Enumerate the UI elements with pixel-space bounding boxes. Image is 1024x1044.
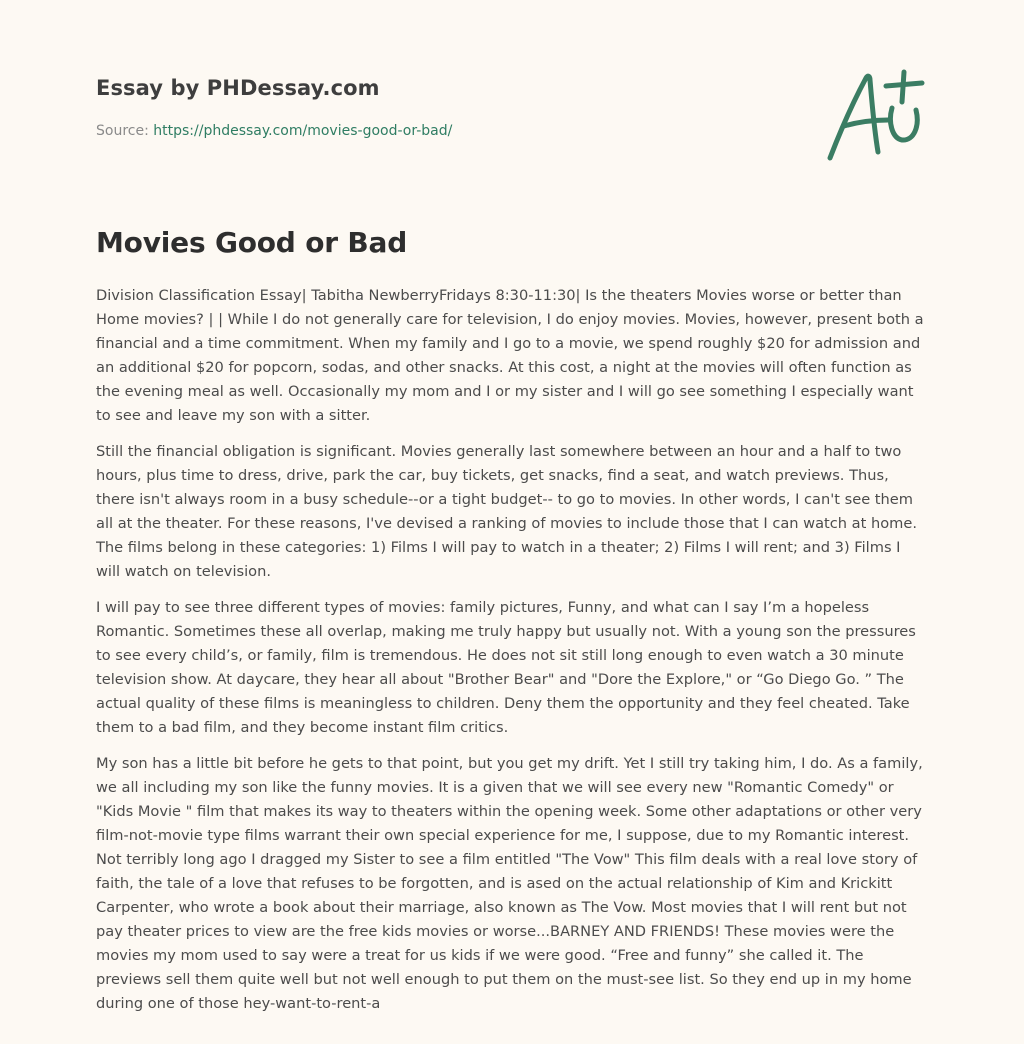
source-link[interactable]: https://phdessay.com/movies-good-or-bad/	[153, 123, 453, 139]
essay-title: Movies Good or Bad	[96, 226, 408, 259]
essay-paragraph-2: Still the financial obligation is significant. Movies generally last somewhere between an hour and a half to two hours, plus time to dress, drive, park the car, buy tickets, get snacks, find a seat, and watch previews. Thus, there isn't always room in a busy schedule--or a tight budget-- to go to movies. In other words, I can't see them all at the theater. For these reasons, I've devised a ranking of movies to include those that I can watch at home. The films belong in these categories: 1) Films I will pay to watch in a theater; 2) Films I will rent; and 3) Films I will watch on television.	[96, 443, 917, 580]
essay-body	[96, 284, 928, 1034]
source-line	[96, 123, 452, 139]
essay-paragraph-4: My son has a little bit before he gets to that point, but you get my drift. Yet I still try taking him, I do. As a family, we all including my son like the funny movies. It is a given that we will see every new "Romantic Comedy" or "Kids Movie " film that makes its way to theaters within the opening week. Some other adaptations or other very film-not-movie type films warrant their own special experience for me, I suppose, due to my Romantic interest. Not terribly long ago I dragged my Sister to see a film entitled "The Vow" This film deals with a real love story of faith, the tale of a love that refuses to be forgotten, and is ased on the actual relationship of Kim and Krickitt Carpenter, who wrote a book about their marriage, also known as The Vow. Most movies that I will rent but not pay theater prices to view are the free kids movies or worse...BARNEY AND FRIENDS! These movies were the movies my mom used to say were a treat for us kids if we were good. “Free and funny” she called it. The previews sell them quite well but not well enough to put them on the must-see list. So they end up in my home during one of those hey-want-to-rent-a	[96, 755, 923, 1012]
a-plus-grade-icon	[822, 64, 930, 168]
essay-paragraph-1: Division Classification Essay| Tabitha NewberryFridays 8:30-11:30| Is the theaters Movies worse or better than Home movies? | | While I do not generally care for television, I do enjoy movies. Movies, however, present both a financial and a time commitment. When my family and I go to a movie, we spend roughly $20 for admission and an additional $20 for popcorn, sodas, and other snacks. At this cost, a night at the movies will often function as the evening meal as well. Occasionally my mom and I or my sister and I will go see something I especially want to see and leave my son with a sitter.	[96, 287, 924, 424]
source-label: Source:	[96, 123, 149, 139]
essay-paragraph-3: I will pay to see three different types of movies: family pictures, Funny, and what can I say I’m a hopeless Romantic. Sometimes these all overlap, making me truly happy but usually not. With a young son the pressures to see every child’s, or family, film is tremendous. He does not sit still long enough to even watch a 30 minute television show. At daycare, they hear all about "Brother Bear" and "Dore the Explore," or “Go Diego Go. ” The actual quality of these films is meaningless to children. Deny them the opportunity and they feel cheated. Take them to a bad film, and they become instant film critics.	[96, 599, 916, 736]
site-title: Essay by PHDessay.com	[96, 76, 380, 100]
